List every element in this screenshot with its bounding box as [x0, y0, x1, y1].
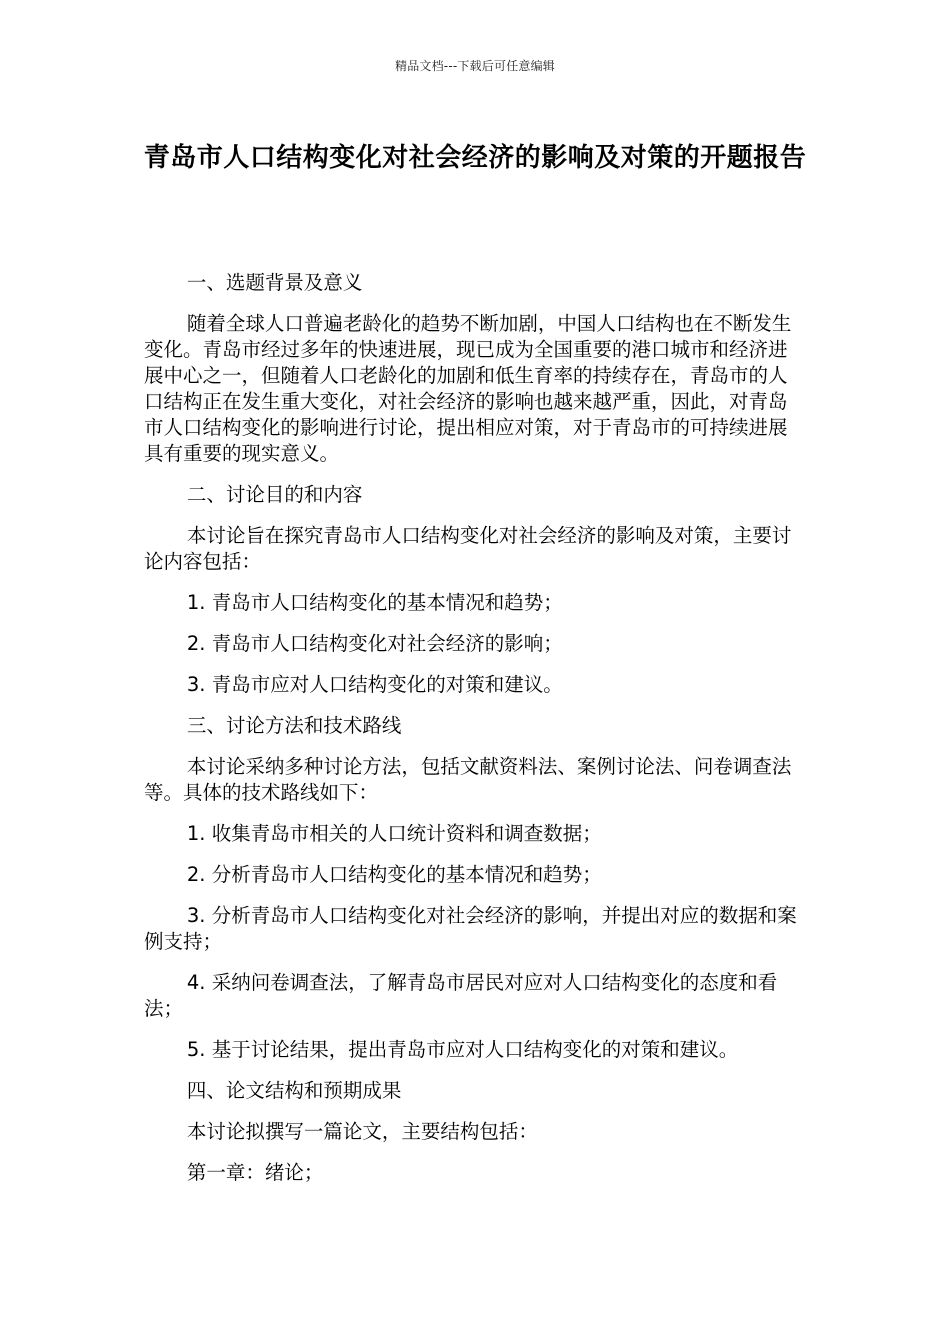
list-item-purpose-2: 2. 青岛市人口结构变化对社会经济的影响；: [186, 632, 563, 655]
list-item-structure-1: 第一章：绪论；: [186, 1161, 324, 1184]
list-item-purpose-1: 1. 青岛市人口结构变化的基本情况和趋势；: [186, 591, 563, 614]
section-heading-methods: 三、讨论方法和技术路线: [186, 714, 402, 737]
list-item-methods-3: 3. 分析青岛市人口结构变化对社会经济的影响，并提出对应的数据和案例支持；: [144, 904, 797, 953]
list-item-methods-5: 5. 基于讨论结果，提出青岛市应对人口结构变化的对策和建议。: [186, 1038, 739, 1061]
header-note: 精品文档---下载后可任意编辑: [395, 59, 555, 73]
paragraph-purpose: 本讨论旨在探究青岛市人口结构变化对社会经济的影响及对策，主要讨论内容包括：: [144, 524, 792, 573]
section-heading-purpose: 二、讨论目的和内容: [186, 483, 363, 506]
list-item-methods-4: 4. 采纳问卷调查法，了解青岛市居民对应对人口结构变化的态度和看法；: [144, 971, 778, 1020]
list-item-methods-2: 2. 分析青岛市人口结构变化的基本情况和趋势；: [186, 863, 602, 886]
section-heading-structure: 四、论文结构和预期成果: [186, 1079, 402, 1102]
paragraph-methods: 本讨论采纳多种讨论方法，包括文献资料法、案例讨论法、问卷调查法等。具体的技术路线如下：: [144, 755, 792, 804]
document-body: [144, 270, 804, 1201]
paragraph-structure: 本讨论拟撰写一篇论文，主要结构包括：: [186, 1120, 538, 1143]
section-heading-background: 一、选题背景及意义: [186, 271, 363, 294]
document-title: 青岛市人口结构变化对社会经济的影响及对策的开题报告: [143, 143, 807, 173]
list-item-purpose-3: 3. 青岛市应对人口结构变化的对策和建议。: [186, 673, 563, 696]
list-item-methods-1: 1. 收集青岛市相关的人口统计资料和调查数据；: [186, 822, 602, 845]
paragraph-background: 随着全球人口普遍老龄化的趋势不断加剧，中国人口结构也在不断发生变化。青岛市经过多年的快速进展，现已成为全国重要的港口城市和经济进展中心之一，但随着人口老龄化的加剧和低生育率的持续存在，青岛市的人口结构正在发生重大变化，对社会经济的影响也越来越严重，因此，对青岛市人口结构变化的影响进行讨论，提出相应对策，对于青岛市的可持续进展具有重要的现实意义。: [144, 312, 792, 465]
